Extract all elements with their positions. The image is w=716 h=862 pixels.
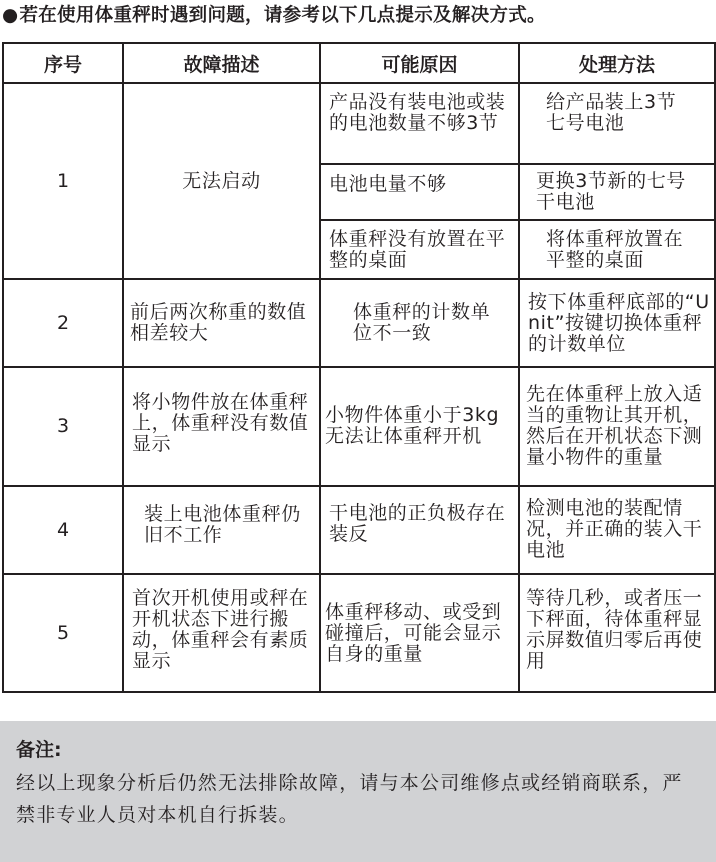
solution-text: 按下体重秤底部的“Unit”按键切换体重秤的计数单位 xyxy=(528,290,710,355)
possible-cause xyxy=(320,220,519,279)
possible-cause xyxy=(320,486,519,575)
table-row xyxy=(3,367,715,486)
solution xyxy=(519,279,715,367)
fault-description xyxy=(123,367,320,486)
solution-text: 将体重秤放置在平整的桌面 xyxy=(546,227,684,271)
possible-cause-text: 电池电量不够 xyxy=(329,173,447,196)
row-number: 1 xyxy=(3,83,123,279)
note-box xyxy=(0,721,716,862)
table-row xyxy=(3,574,715,692)
troubleshooting-table xyxy=(2,42,716,693)
header-cause: 可能原因 xyxy=(320,43,519,83)
header-number: 序号 xyxy=(3,43,123,83)
table-row xyxy=(3,279,715,367)
solution-text: 更换3节新的七号干电池 xyxy=(536,169,686,213)
fault-description xyxy=(123,574,320,692)
table-row xyxy=(3,486,715,575)
row-number: 2 xyxy=(3,279,123,367)
solution xyxy=(519,367,715,486)
table-row xyxy=(3,83,715,164)
row-number: 3 xyxy=(3,367,123,486)
solution xyxy=(519,164,715,220)
section-heading xyxy=(2,3,546,29)
possible-cause-text: 体重秤没有放置在平整的桌面 xyxy=(329,227,506,271)
possible-cause xyxy=(320,574,519,692)
fault-description-text: 无法启动 xyxy=(182,169,261,192)
solution xyxy=(519,220,715,279)
row-number: 5 xyxy=(3,574,123,692)
possible-cause xyxy=(320,83,519,164)
bullet-icon: ● xyxy=(2,5,19,26)
fault-description-text: 将小物件放在体重秤上，体重秤没有数值显示 xyxy=(132,390,309,455)
solution xyxy=(519,83,715,164)
note-body: 经以上现象分析后仍然无法排除故障，请与本公司维修点或经销商联系，严禁非专业人员对本机自行拆装。 xyxy=(16,772,683,826)
header-description: 故障描述 xyxy=(123,43,320,83)
possible-cause-text: 干电池的正负极存在装反 xyxy=(329,501,506,545)
possible-cause xyxy=(320,367,519,486)
possible-cause xyxy=(320,164,519,220)
possible-cause xyxy=(320,279,519,367)
solution-text: 检测电池的装配情况，并正确的装入干电池 xyxy=(526,497,703,562)
fault-description-text: 前后两次称重的数值相差较大 xyxy=(130,301,307,345)
solution-text: 等待几秒，或者压一下秤面，待体重秤显示屏数值归零后再使用 xyxy=(526,587,703,673)
fault-description xyxy=(123,83,320,279)
solution xyxy=(519,574,715,692)
fault-description-text: 首次开机使用或秤在开机状态下进行搬动，体重秤会有素质显示 xyxy=(132,587,309,673)
heading-text: 若在使用体重秤时遇到问题，请参考以下几点提示及解决方式。 xyxy=(19,5,546,26)
solution-text: 先在体重秤上放入适当的重物让其开机，然后在开机状态下测量小物件的重量 xyxy=(526,383,703,469)
possible-cause-text: 小物件体重小于3kg无法让体重秤开机 xyxy=(325,404,500,448)
solution-text: 给产品装上3节七号电池 xyxy=(546,91,677,134)
fault-description-text: 装上电池体重秤仍旧不工作 xyxy=(144,502,301,546)
header-solution: 处理方法 xyxy=(519,43,715,83)
possible-cause-text: 体重秤移动、或受到碰撞后，可能会显示自身的重量 xyxy=(325,600,502,665)
note-title: 备注: xyxy=(16,739,62,761)
possible-cause-text: 体重秤的计数单位不一致 xyxy=(353,301,491,345)
table-header-row xyxy=(3,43,715,83)
row-number: 4 xyxy=(3,486,123,575)
fault-description xyxy=(123,486,320,575)
fault-description xyxy=(123,279,320,367)
possible-cause-text: 产品没有装电池或装的电池数量不够3节 xyxy=(329,91,506,134)
solution xyxy=(519,486,715,575)
